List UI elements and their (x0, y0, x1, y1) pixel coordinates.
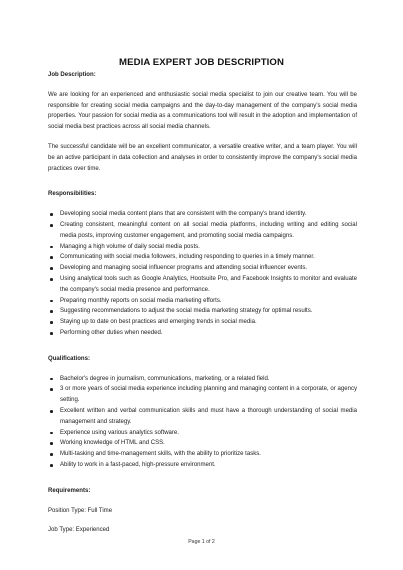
requirements-heading: Requirements: (48, 487, 91, 494)
list-item: Experience using various analytics software. (48, 428, 357, 439)
list-item: Ability to work in a fast-paced, high-pressure environment. (48, 460, 357, 471)
document-title: MEDIA EXPERT JOB DESCRIPTION (118, 57, 285, 68)
list-item: Staying up to date on best practices and emerging trends in social media. (48, 317, 357, 328)
job-description-paragraph: The successful candidate will be an excellent communicator, a versatile creative writer, and a team player. You will be an active participant in data collection and analyses in order to consistently improve the company's social media practices over time. (48, 143, 357, 172)
page-indicator: Page 1 of 2 (188, 539, 215, 545)
qualifications-heading: Qualifications: (48, 355, 90, 362)
list-item: Working knowledge of HTML and CSS. (48, 438, 357, 449)
responsibilities-list (48, 209, 357, 339)
list-item: Preparing monthly reports on social media marketing efforts. (48, 296, 357, 307)
list-item: Developing and managing social influencer programs and attending social influencer events. (48, 263, 357, 274)
list-item: Developing social media content plans that are consistent with the company's brand identity. (48, 209, 357, 220)
list-item: Bachelor's degree in journalism, communications, marketing, or a related field. (48, 374, 357, 385)
list-item: Multi-tasking and time-management skills, with the ability to prioritize tasks. (48, 449, 357, 460)
list-item: Communicating with social media followers, including responding to queries in a timely manner. (48, 252, 357, 263)
list-item: Using analytical tools such as Google Analytics, Hootsuite Pro, and Facebook Insights to monitor and evaluate the company's social media presence and performance. (48, 274, 357, 296)
position-type: Position Type: Full Time (48, 507, 113, 514)
list-item: Managing a high volume of daily social media posts. (48, 242, 357, 253)
job-description-heading: Job Description: (48, 72, 96, 78)
qualifications-list (48, 374, 357, 471)
job-description-paragraph: We are looking for an experienced and enthusiastic social media specialist to join our creative team. You will be responsible for creating social media campaigns and the day-to-day management of the company's social media properties. Your passion for social media as a communications tool will result in the adoption and implementation of social media best practices across all social media channels. (48, 91, 357, 131)
list-item: 3 or more years of social media experience including planning and managing content in a corporate, or agency setting. (48, 384, 357, 406)
list-item: Excellent written and verbal communication skills and must have a thorough understanding of social media management and strategy. (48, 406, 357, 428)
list-item: Creating consistent, meaningful content on all social media platforms, including writing and editing social media posts, improving customer engagement, and promoting social media campaigns. (48, 220, 357, 242)
job-type: Job Type: Experienced (48, 527, 110, 534)
document-body (48, 70, 357, 536)
list-item: Performing other duties when needed. (48, 328, 357, 339)
list-item: Suggesting recommendations to adjust the social media marketing strategy for optimal results. (48, 306, 357, 317)
responsibilities-heading: Responsibilities: (48, 191, 97, 198)
